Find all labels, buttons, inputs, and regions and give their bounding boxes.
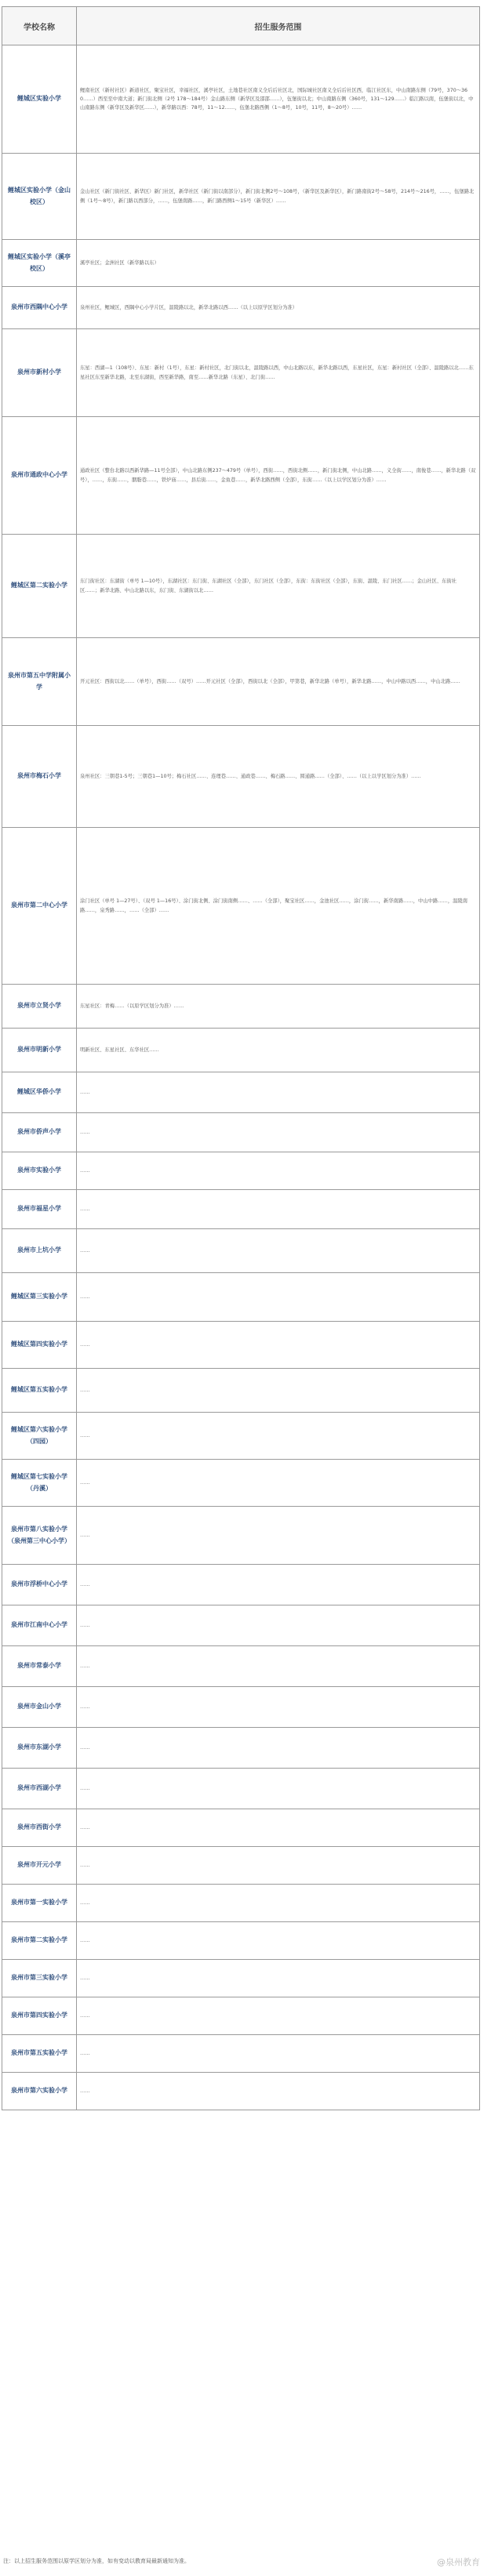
table-row bbox=[2, 1769, 480, 1809]
service-area-cell: …… bbox=[77, 1885, 480, 1922]
service-area-cell: …… bbox=[77, 1728, 480, 1769]
school-name-cell: 鲤城区第二实验小学 bbox=[2, 535, 77, 638]
table-row bbox=[2, 1413, 480, 1460]
service-area-cell: 泉州社区，鲤城区，西隅中心小学片区，温陵路以北，新华北路以西……（以上以原学区划分为准） bbox=[77, 287, 480, 329]
school-name-cell: 泉州市第五实验小学 bbox=[2, 2035, 77, 2073]
service-area-cell: …… bbox=[77, 2073, 480, 2110]
table-row bbox=[2, 1997, 480, 2035]
table-row bbox=[2, 1847, 480, 1885]
school-name-cell: 鲤城区第三实验小学 bbox=[2, 1273, 77, 1322]
table-row bbox=[2, 828, 480, 985]
table-row bbox=[2, 1369, 480, 1413]
service-area-cell: 鲤南社区（新村社区）新道社区，聚宝社区，幸福社区，溪亭社区，土地巷社区南义全后后社区北，国际城社区南义全后后社区西，临江社区东，中山南路东侧（79号，370～360……）西至至中南大道；新门街北侧（2号 178～184号）金山路东侧（新华区及邵邵……），伍堡街以北；中山南路东侧（360号，131～129……）临江路以南，伍堡街以北，中山南路东侧（新华区及新华区……），新华路以西：78号，11～12……，伍堡北路西侧（1～8号，10号，11号，8～20号）…… bbox=[77, 45, 480, 154]
table-row bbox=[2, 1565, 480, 1605]
table-row bbox=[2, 726, 480, 828]
table-row bbox=[2, 1229, 480, 1273]
service-area-cell: …… bbox=[77, 2035, 480, 2073]
school-name-cell: 泉州市第三实验小学 bbox=[2, 1960, 77, 1997]
footnote: 注：以上招生服务范围以原学区划分为准，如有变动以教育局最新通知为准。 bbox=[3, 2558, 190, 2564]
table-row bbox=[2, 45, 480, 154]
service-area-cell: …… bbox=[77, 1847, 480, 1885]
header-school: 学校名称 bbox=[2, 7, 77, 45]
table-row bbox=[2, 1190, 480, 1229]
service-area-cell: 东门街社区：东湖街（单号 1—10号），东湖社区：东门街、东湖社区（全部），东门社区（全部），东街：东街社区（全部），东街、温陵、东门社区……；金山社区、东街社区……；新华北路、中山北路以东，东门街、东湖街以北…… bbox=[77, 535, 480, 638]
school-name-cell: 泉州市西隅中心小学 bbox=[2, 287, 77, 329]
school-name-cell: 鲤城区实验小学 bbox=[2, 45, 77, 154]
school-name-cell: 鲤城区实验小学（溪亭校区） bbox=[2, 240, 77, 287]
school-name-cell: 泉州市明新小学 bbox=[2, 1029, 77, 1072]
service-area-cell: 泉州社区：三朝巷1-5号；三朝巷1—10号；梅石社区……、连理巷……、通政巷……、梅石路……、圆通路……（全部）、……（以上以学区划分为准）…… bbox=[77, 726, 480, 828]
service-area-cell: …… bbox=[77, 1369, 480, 1413]
service-area-cell: …… bbox=[77, 1322, 480, 1369]
service-area-cell: …… bbox=[77, 1190, 480, 1229]
school-name-cell: 泉州市金山小学 bbox=[2, 1687, 77, 1728]
school-name-cell: 鲤城区第五实验小学 bbox=[2, 1369, 77, 1413]
school-name-cell: 鲤城区华侨小学 bbox=[2, 1072, 77, 1113]
service-area-cell: …… bbox=[77, 1460, 480, 1507]
service-area-cell: …… bbox=[77, 1769, 480, 1809]
table-row bbox=[2, 1273, 480, 1322]
table-row bbox=[2, 417, 480, 535]
table-row bbox=[2, 1922, 480, 1960]
school-name-cell: 泉州市第五中学附属小学 bbox=[2, 638, 77, 726]
school-name-cell: 泉州市上坑小学 bbox=[2, 1229, 77, 1273]
service-area-cell: …… bbox=[77, 1273, 480, 1322]
school-name-cell: 泉州市第一实验小学 bbox=[2, 1885, 77, 1922]
service-area-cell: …… bbox=[77, 1152, 480, 1190]
school-name-cell: 泉州市实验小学 bbox=[2, 1152, 77, 1190]
service-area-cell: 金山社区（新门街社区、新华区）新门社区，新华社区（新门街以南部分），新门街北侧2号～108号，（新华区及新华区），新门路南街2号～58号，214号～216号，……，伍堡路北侧（1号～8号），新门路以西部分，……，伍堡南路……，新门路西侧1～15号（新华区）…… bbox=[77, 154, 480, 240]
table-row bbox=[2, 1687, 480, 1728]
table-row bbox=[2, 287, 480, 329]
school-name-cell: 鲤城区实验小学（金山校区） bbox=[2, 154, 77, 240]
school-name-cell: 泉州市第四实验小学 bbox=[2, 1997, 77, 2035]
table-row bbox=[2, 2073, 480, 2110]
service-area-cell: 开元社区：西街以北……（单号），西街……（双号）……开元社区（全部），西街以北（全部），甲第巷，新华北路（单号），新华北路……，中山中路以西……，中山北路…… bbox=[77, 638, 480, 726]
table-row bbox=[2, 1960, 480, 1997]
table-row bbox=[2, 1152, 480, 1190]
school-name-cell: 泉州市第六实验小学 bbox=[2, 2073, 77, 2110]
school-name-cell: 鲤城区第七实验小学（丹溪） bbox=[2, 1460, 77, 1507]
service-area-cell: 涂门社区（单号 1—27号）、（双号 1—16号）、涂门街北侧、涂门街南侧……、……（全部），聚宝社区……，金池社区……，涂门街……，新华南路……，中山中路……，温陵南路……，泉秀路……，……（全部）…… bbox=[77, 828, 480, 985]
service-area-cell: 明新社区、东星社区、东华社区…… bbox=[77, 1029, 480, 1072]
service-area-cell: …… bbox=[77, 1605, 480, 1646]
table-row bbox=[2, 1507, 480, 1565]
school-name-cell: 泉州市西街小学 bbox=[2, 1809, 77, 1847]
school-name-cell: 泉州市第二中心小学 bbox=[2, 828, 77, 985]
school-name-cell: 泉州市通政中心小学 bbox=[2, 417, 77, 535]
table-row bbox=[2, 1072, 480, 1113]
school-name-cell: 泉州市浮桥中心小学 bbox=[2, 1565, 77, 1605]
service-area-cell: …… bbox=[77, 1229, 480, 1273]
service-area-cell: …… bbox=[77, 1113, 480, 1152]
enrollment-table bbox=[2, 6, 480, 2110]
service-area-cell: …… bbox=[77, 1997, 480, 2035]
table-row bbox=[2, 1460, 480, 1507]
table-row bbox=[2, 1728, 480, 1769]
table-row bbox=[2, 329, 480, 417]
table-row bbox=[2, 1646, 480, 1687]
table-row bbox=[2, 638, 480, 726]
table-row bbox=[2, 1029, 480, 1072]
service-area-cell: 溪亭社区；金洲社区（新华路以东） bbox=[77, 240, 480, 287]
service-area-cell: 通政社区（整台北路以西新华路—11号全部），中山北路东侧237～479号（单号），西街……，西街北侧……，新门街北侧，中山北路……，义全街……，南俊巷……，新华北路（双号），……，东街……，胭脂巷……，铁炉庙……，县后街……，金鱼巷……，新华北路西侧（全部），东街……（以上以学区划分为准）…… bbox=[77, 417, 480, 535]
school-name-cell: 泉州市梅石小学 bbox=[2, 726, 77, 828]
table-row bbox=[2, 154, 480, 240]
school-name-cell: 鲤城区第四实验小学 bbox=[2, 1322, 77, 1369]
service-area-cell: …… bbox=[77, 1809, 480, 1847]
table-row bbox=[2, 535, 480, 638]
table-row bbox=[2, 1605, 480, 1646]
table-row bbox=[2, 1113, 480, 1152]
school-name-cell: 泉州市开元小学 bbox=[2, 1847, 77, 1885]
table-header-row bbox=[2, 7, 480, 45]
table-row bbox=[2, 1322, 480, 1369]
table-row bbox=[2, 985, 480, 1029]
service-area-cell: …… bbox=[77, 1413, 480, 1460]
service-area-cell: …… bbox=[77, 1072, 480, 1113]
school-name-cell: 泉州市立贤小学 bbox=[2, 985, 77, 1029]
service-area-cell: …… bbox=[77, 1960, 480, 1997]
table-row bbox=[2, 2035, 480, 2073]
school-name-cell: 泉州市第八实验小学（泉州第三中心小学） bbox=[2, 1507, 77, 1565]
service-area-cell: …… bbox=[77, 1687, 480, 1728]
service-area-cell: …… bbox=[77, 1507, 480, 1565]
school-name-cell: 鲤城区第六实验小学（四园） bbox=[2, 1413, 77, 1460]
service-area-cell: …… bbox=[77, 1646, 480, 1687]
table-row bbox=[2, 240, 480, 287]
school-name-cell: 泉州市侨声小学 bbox=[2, 1113, 77, 1152]
header-area: 招生服务范围 bbox=[77, 7, 480, 45]
table-row bbox=[2, 1809, 480, 1847]
school-name-cell: 泉州市西湖小学 bbox=[2, 1769, 77, 1809]
school-name-cell: 泉州市第二实验小学 bbox=[2, 1922, 77, 1960]
service-area-cell: 东星：西湖—1（108号）、东星：新村（1号），东星：新村社区，北门街以北，温陵路以西，中山北路以东，新华北路以西，东星社区，东星：新村社区（全部）、温陵路以北……东星社区东至新华北路，北至东湖街，西至新华路，南至……新华北路（东星）、北门街…… bbox=[77, 329, 480, 417]
service-area-cell: …… bbox=[77, 1922, 480, 1960]
school-name-cell: 泉州市江南中心小学 bbox=[2, 1605, 77, 1646]
watermark: @泉州教育 bbox=[437, 2557, 480, 2567]
school-name-cell: 泉州市常泰小学 bbox=[2, 1646, 77, 1687]
table-row bbox=[2, 1885, 480, 1922]
service-area-cell: 东星社区：青梅……（以原学区划分为准）…… bbox=[77, 985, 480, 1029]
school-name-cell: 泉州市新村小学 bbox=[2, 329, 77, 417]
service-area-cell: …… bbox=[77, 1565, 480, 1605]
school-name-cell: 泉州市东湖小学 bbox=[2, 1728, 77, 1769]
school-name-cell: 泉州市福星小学 bbox=[2, 1190, 77, 1229]
